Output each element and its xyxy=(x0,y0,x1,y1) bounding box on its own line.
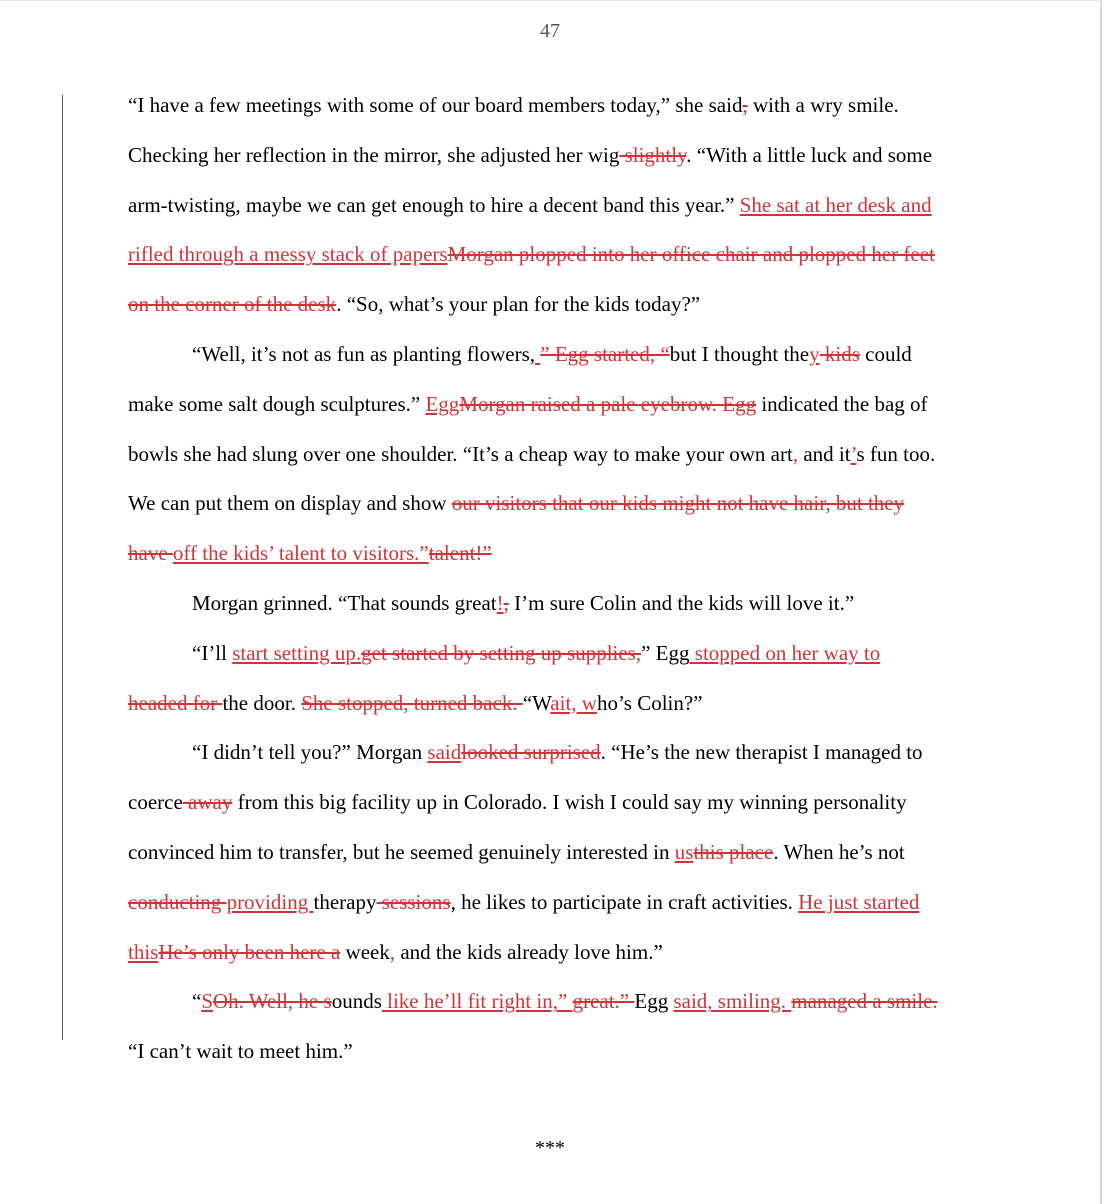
inserted-text: , xyxy=(792,441,799,466)
text-line xyxy=(128,778,978,828)
text-run: week xyxy=(340,939,390,964)
deleted-text: He’s only been here a xyxy=(158,939,341,964)
text-run: “I have a few meetings with some of our board members today,” she said xyxy=(128,93,743,117)
text-line xyxy=(128,977,978,1027)
text-line xyxy=(128,1027,978,1077)
inserted-text: ! xyxy=(496,590,504,615)
text-run: “I can’t wait to meet him.” xyxy=(128,1039,353,1064)
text-run: could xyxy=(859,341,912,366)
change-bar xyxy=(62,95,63,1040)
text-run: make some salt dough sculptures.” xyxy=(128,391,426,416)
inserted-text: y xyxy=(809,341,820,366)
text-line xyxy=(128,280,978,330)
deleted-text: Oh. Well, he s xyxy=(213,989,332,1014)
deleted-text: looked surprised xyxy=(461,740,601,765)
scene-separator: *** xyxy=(535,1137,565,1159)
text-line xyxy=(128,330,978,380)
inserted-text: said xyxy=(427,740,462,765)
deleted-text: headed for xyxy=(128,690,223,715)
text-run: “Well, it’s not as fun as planting flowers, xyxy=(192,341,535,366)
inserted-text: like he’ll fit right in,” xyxy=(381,989,573,1014)
text-line xyxy=(128,81,978,131)
text-line xyxy=(128,629,978,679)
text-run: “I’ll xyxy=(192,640,233,665)
deleted-text: , xyxy=(503,590,509,615)
inserted-text: start setting up. xyxy=(232,640,362,665)
text-run: Egg xyxy=(634,989,674,1014)
inserted-text: S xyxy=(201,989,214,1014)
deleted-text: this place xyxy=(693,839,774,864)
deleted-text: on the corner of the desk xyxy=(128,292,337,317)
text-run: but I thought the xyxy=(669,341,810,366)
inserted-text: , xyxy=(389,939,396,964)
inserted-text: He just started xyxy=(798,889,920,914)
text-run: ounds xyxy=(331,989,382,1014)
deleted-text: managed a smile. xyxy=(791,989,938,1014)
text-run: the door. xyxy=(222,690,302,715)
deleted-text: ” Egg started, “ xyxy=(540,341,670,366)
text-line xyxy=(128,230,978,280)
text-run: . “He’s the new therapist I managed to xyxy=(600,740,923,765)
manuscript-body xyxy=(128,81,978,1077)
deleted-text: away xyxy=(182,790,233,815)
deleted-text: slightly xyxy=(619,142,687,167)
text-run: “ xyxy=(192,989,202,1014)
text-line xyxy=(128,529,978,579)
inserted-text: stopped on her way to xyxy=(689,640,881,665)
deleted-text: have xyxy=(128,541,173,566)
text-line xyxy=(128,181,978,231)
deleted-text: conducting xyxy=(128,889,227,914)
text-run: “I didn’t tell you?” Morgan xyxy=(192,740,428,765)
inserted-text: this xyxy=(128,939,159,964)
inserted-text: providing xyxy=(226,889,314,914)
text-line xyxy=(128,728,978,778)
inserted-text: ’ xyxy=(850,441,857,466)
inserted-text: off the kids’ talent to visitors.” xyxy=(172,541,429,566)
inserted-text: She sat at her desk and xyxy=(739,192,932,217)
inserted-text: Egg xyxy=(425,391,460,416)
text-run: with a wry smile. xyxy=(747,93,899,117)
text-run: ” Egg xyxy=(641,640,690,665)
text-run: s fun too. xyxy=(856,441,936,466)
text-line xyxy=(128,579,978,629)
page-number: 47 xyxy=(540,20,560,42)
text-run: We can put them on display and show xyxy=(128,491,452,516)
inserted-text: ait, w xyxy=(550,690,597,715)
text-run: from this big facility up in Colorado. I wish I could say my winning personality xyxy=(232,790,907,815)
inserted-text: us xyxy=(674,839,694,864)
text-run: Checking her reflection in the mirror, she adjusted her wig xyxy=(128,142,620,167)
deleted-text: She stopped, turned back. xyxy=(301,690,523,715)
text-line xyxy=(128,878,978,928)
text-run: convinced him to transfer, but he seemed genuinely interested in xyxy=(128,839,675,864)
deleted-text: kids xyxy=(819,341,860,366)
text-line xyxy=(128,928,978,978)
deleted-text: get started by setting up supplies, xyxy=(361,640,642,665)
text-run: arm-twisting, maybe we can get enough to hire a decent band this year.” xyxy=(128,192,740,217)
text-line xyxy=(128,380,978,430)
text-run: coerce xyxy=(128,790,183,815)
text-run: therapy xyxy=(313,889,377,914)
text-run: , he likes to participate in craft activities. xyxy=(450,889,799,914)
deleted-text: Morgan plopped into her office chair and plopped her feet xyxy=(447,242,935,267)
inserted-text: said, smiling. xyxy=(673,989,792,1014)
deleted-text: , xyxy=(742,93,748,117)
text-line xyxy=(128,479,978,529)
deleted-text: Morgan raised a pale eyebrow. Egg xyxy=(459,391,757,416)
deleted-text: great.” xyxy=(572,989,635,1014)
text-line xyxy=(128,430,978,480)
deleted-text: sessions xyxy=(376,889,451,914)
text-run: and the kids already love him.” xyxy=(395,939,663,964)
deleted-text: talent!” xyxy=(428,541,492,566)
text-run: . When he’s not xyxy=(773,839,905,864)
deleted-text: our visitors that our kids might not have hair, but they xyxy=(451,491,905,516)
text-line xyxy=(128,828,978,878)
text-line xyxy=(128,679,978,729)
text-run: . “So, what’s your plan for the kids today?” xyxy=(336,292,701,317)
inserted-text: rifled through a messy stack of papers xyxy=(128,242,448,267)
text-line xyxy=(128,131,978,181)
text-run: bowls she had slung over one shoulder. “It’s a cheap way to make your own art xyxy=(128,441,793,466)
text-run: . “With a little luck and some xyxy=(686,142,933,167)
text-run: ho’s Colin?” xyxy=(596,690,703,715)
text-run: “W xyxy=(522,690,551,715)
text-run: I’m sure Colin and the kids will love it.” xyxy=(508,590,855,615)
text-run: Morgan grinned. “That sounds great xyxy=(192,590,497,615)
text-run: indicated the bag of xyxy=(756,391,928,416)
text-run: and it xyxy=(798,441,851,466)
